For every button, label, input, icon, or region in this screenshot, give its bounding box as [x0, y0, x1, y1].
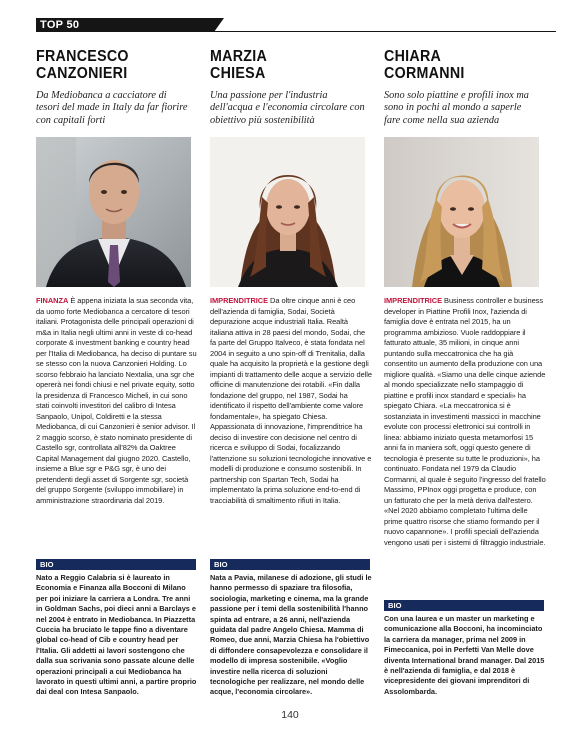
- bio-text: Nato a Reggio Calabria si è laureato in Economia e Finanza alla Bocconi di Milano per poi iniziare la carriera a Londra. Tre anni in Goldman Sachs, poi dieci anni a Barclays e nel 2004 è entrato in Mediobanca. In Piazzetta Cuccia ha bruciato le tappe fino a diventare global co-head of Cib e country head per l'Italia. Gli addetti ai lavori sostengono che dalla sua scrivania sono passate alcune delle operazioni principali a cui Mediobanca ha lavorato in questi ultimi anni, a partire proprio dai deal con Intesa Sanpaolo.: [36, 573, 197, 697]
- bio-label: BIO: [210, 559, 370, 570]
- last-name: CHIESA: [210, 65, 266, 82]
- bio-text: Con una laurea e un master un marketing e comunicazione alla Bocconi, ha incominciato la carriera da manager, prima nel 2009 in Fimeccanica, poi in Perfetti Van Melle dove diventa International brand manager. Dal 2015 è nell'azienda di famiglia, e dal 2018 è vicepresidente dei giovani imprenditori di Assolombarda.: [384, 614, 545, 696]
- first-name: CHIARA: [384, 48, 442, 65]
- bio-label: BIO: [36, 559, 196, 570]
- profile-subtitle: Sono solo piattine e profili inox ma sono in pochi al mondo a saperle fare come nella sua azienda: [384, 90, 529, 126]
- profile-subtitle: Una passione per l'industria dell'acqua e l'economia circolare con obiettivo più sostenibilità: [210, 90, 365, 126]
- bio-text: Nata a Pavia, milanese di adozione, gli studi le hanno permesso di spaziare tra filosofia, sociologia, marketing e cinema, ma la grande passione per i temi della sostenibilità l'hanno spinta ad entrare, a 26 anni, nell'azienda guidata dal padre Angelo Chiesa. Mamma di Romeo, due anni, Marzia Chiesa ha l'obiettivo di diffondere consapevolezza e consolidare il modello di impresa sostenibile. «Voglio investire nella ricerca di soluzioni tecnologiche per realizzare, nel mondo delle acque, l'economia circolare».: [210, 573, 372, 697]
- profile-photo-cormanni: [384, 137, 539, 287]
- profile-name: [210, 48, 366, 82]
- last-name: CANZONIERI: [36, 65, 128, 82]
- last-name: CORMANNI: [384, 65, 465, 82]
- category-label: IMPRENDITRICE: [384, 296, 443, 305]
- profile-header-canzonieri: [36, 48, 191, 140]
- section-label: TOP 50: [36, 18, 214, 32]
- profile-body-canzonieri: [36, 296, 198, 506]
- category-label: FINANZA: [36, 296, 69, 305]
- profile-body-chiesa: [210, 296, 372, 506]
- body-text: È appena iniziata la sua seconda vita, da uomo forte Mediobanca a cercatore di tesori italiani. Protagonista delle principali operazioni di m&a in Italia negli ultimi anni in veste di co-head corporate & investment banking e country head per l'Italia di Mediobanca, ha deciso di puntare su se stesso con la nuova Canzonieri Holding. Lo scorso febbraio ha lanciato Nextalia, una sgr che opererà nei fondi chiusi e nel private equity, sotto la presidenza di Francesco Micheli, in cui sono stati coinvolti investitori del calibro di Intesa Sanpaolo, Unipol, Coldiretti e la stessa Mediobanca, di cui Canzonieri è senior advisor. Il 2 maggio scorso, è stato nominato presidente di Castello sgr, controllata all'82% da Oaktree Capital Management dal giugno 2020. Castello, insieme a Blue sgr e P&G sgr, è uno dei pretendenti degli asset di Sorgente sgr, società del gruppo Sorgente (sviluppo immobiliare) in amministrazione straordinaria dal 2019.: [36, 296, 197, 505]
- profile-body-cormanni: [384, 296, 546, 548]
- first-name: FRANCESCO: [36, 48, 129, 65]
- profile-header-chiesa: [210, 48, 365, 140]
- profile-photo-chiesa: [210, 137, 365, 287]
- profile-name: [384, 48, 540, 82]
- profile-name: [36, 48, 192, 82]
- category-label: IMPRENDITRICE: [210, 296, 269, 305]
- profile-header-cormanni: [384, 48, 539, 140]
- page-number: 140: [281, 709, 299, 721]
- bio-label: BIO: [384, 600, 544, 611]
- body-text: Da oltre cinque anni è ceo dell'azienda di famiglia, Sodai, Società depurazione acque industriali Italia. Realtà italiana attiva in 28 paesi del mondo, Sodai, che fa parte del Gruppo Italveco, è stata fondata nel 2004 in seguito a uno spin-off di Trenitalia, dalla quale ha acquisito la proprietà e la gestione degli impianti di trattamento delle acque a servizio delle officine di manutenzione dei rotabili. «Fin dalla fondazione del gruppo, nel 1987, Sodai ha identificato il rispetto dell'ambiente come valore fondamentale», ha spiegato Chiesa. Appassionata di innovazione, l'imprenditrice ha deciso di investire con decisione nel centro di ricerca e sviluppo di Sodai, focalizzando l'attenzione su soluzioni tecnologiche innovative e modelli di produzione e consumo sostenibili. In partnership con Spartan Tech, Sodai ha implementato la prima soluzione end-to-end di tracciabilità di smaltimento rifiuti in Italia.: [210, 296, 372, 505]
- section-rule: [214, 31, 556, 32]
- body-text: Business controller e business developer in Piattine Profili Inox, l'azienda di famiglia dove è entrata nel 2015, ha un programma ambizioso. Vuole raddoppiare il fatturato attuale, 35 milioni, in cinque anni puntando sulla meccatronica che ha già consentito un aumento della produzione con una migliore qualità. «Siamo una delle cinque aziende al mondo specializzate nello stampaggio di piattine e profili inox standard e speciali» ha spiegato Chiara. «La meccatronica si è sostanziata in investimenti massicci in macchine evolute con processi elettronici sui controlli in linea: abbiamo iniziato questa metamorfosi 15 anni fa in maniera soft, oggi questo genere di tecnologia è presente su tutte le produzioni», ha continuato. Fondata nel 1979 da Claudio Cormanni, al quale è seguito l'ingresso del fratello Massimo, PPInox oggi progetta e produce, con un fatturato che per la metà deriva dall'estero. «Nel 2020 abbiamo completato l'ultima delle prime quattro risorse che stiamo formando per il nuovo capannone». I profili speciali dell'azienda vengono usati per i sistemi di filtraggio industriale.: [384, 296, 546, 547]
- profile-photo-canzonieri: [36, 137, 191, 287]
- profile-subtitle: Da Mediobanca a cacciatore di tesori del made in Italy da far fiorire con capitali forti: [36, 90, 188, 126]
- section-header: [0, 0, 580, 32]
- first-name: MARZIA: [210, 48, 268, 65]
